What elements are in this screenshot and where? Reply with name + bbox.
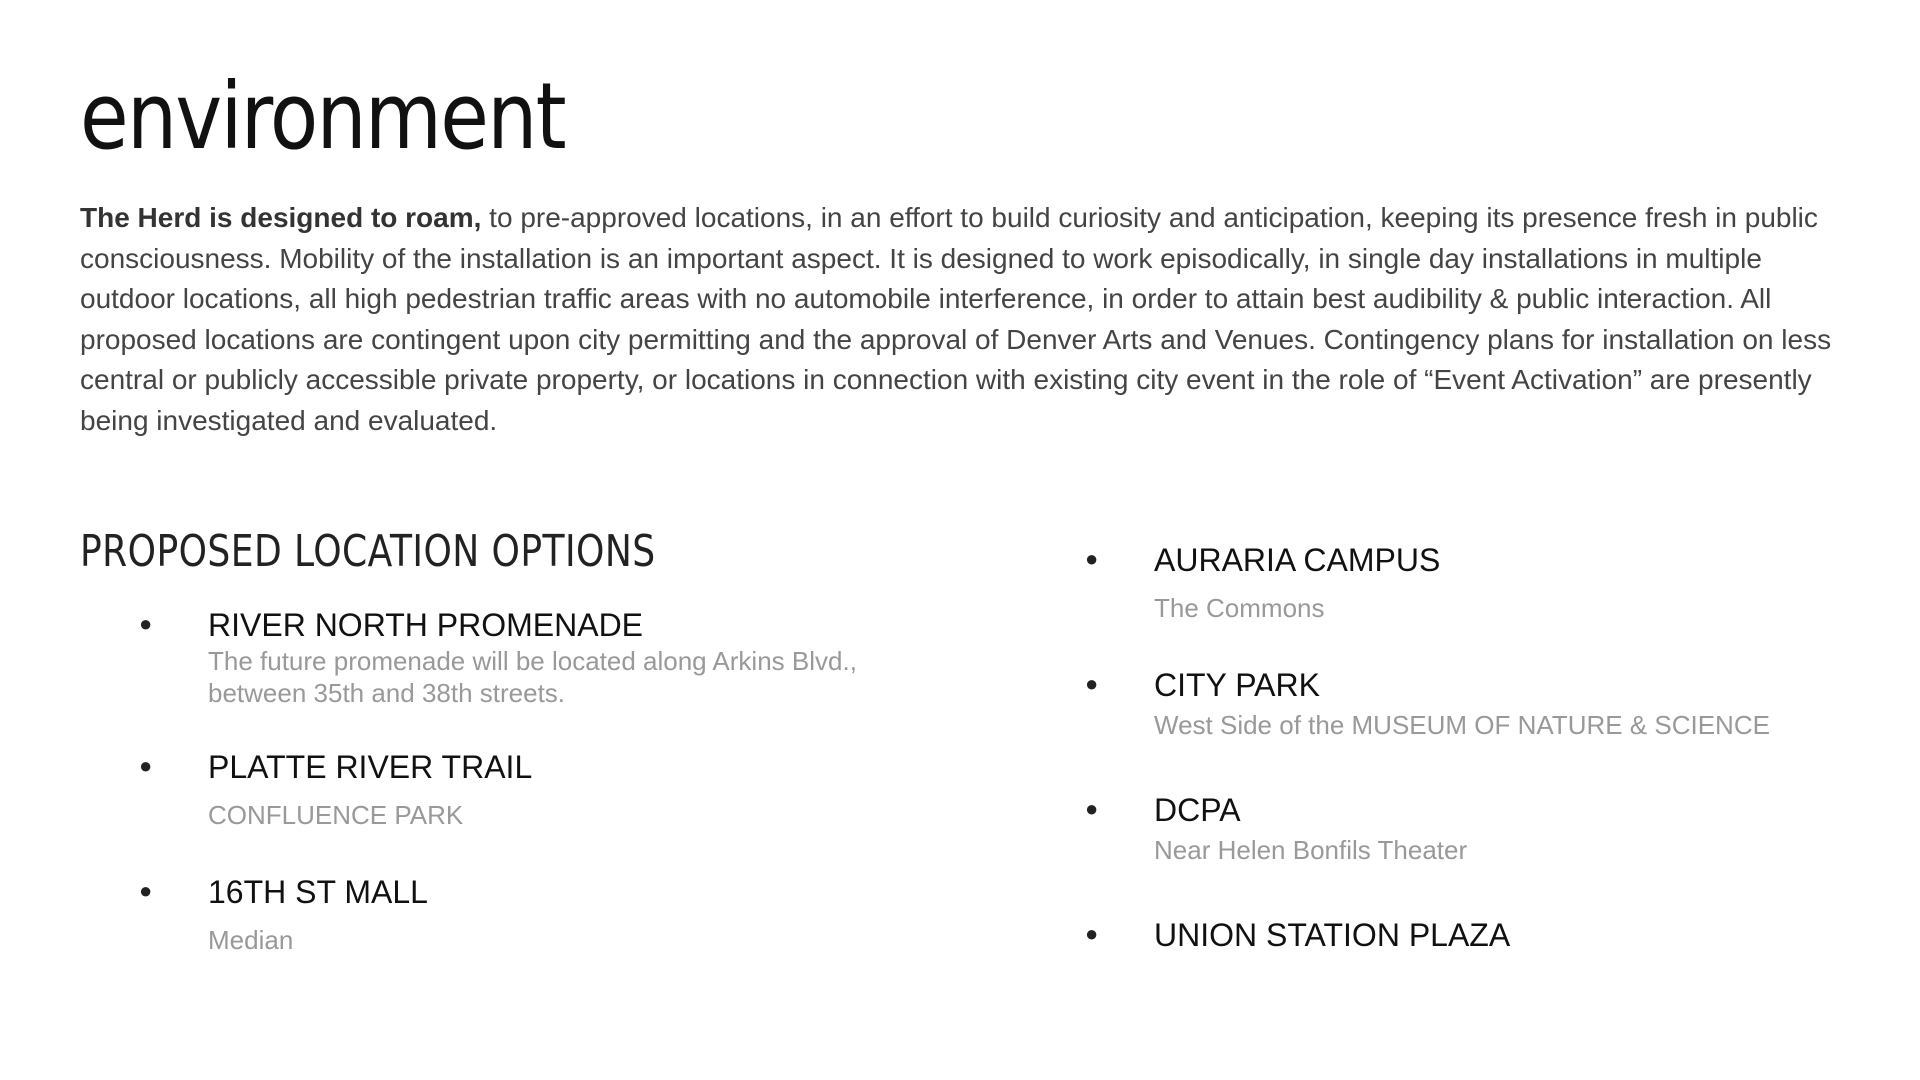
location-name: 16TH ST MALL — [208, 874, 428, 910]
bullet-icon: ● — [1085, 921, 1099, 946]
location-name: RIVER NORTH PROMENADE — [208, 607, 644, 643]
location-detail: Near Helen Bonfils Theater — [1154, 835, 1468, 865]
location-detail: between 35th and 38th streets. — [208, 678, 566, 708]
location-name: CITY PARK — [1154, 667, 1320, 703]
location-detail: West Side of the MUSEUM OF NATURE & SCIENCE — [1154, 710, 1770, 740]
location-name: AURARIA CAMPUS — [1154, 542, 1441, 578]
intro-body: to pre-approved locations, in an effort to build curiosity and anticipation, keeping its presence fresh in public consciousness. Mobility of the installation is an important aspect. It is designed to work episodically, in single day installations in multiple outdoor locations, all high pedestrian traffic areas with no automobile interference, in order to attain best audibility & public interaction. All proposed locations are contingent upon city permitting and the approval of Denver Arts and Venues. Contingency plans for installation on less central or publicly accessible private property, or locations in connection with existing city event in the role of “Event Activation” are presently being investigated and evaluated. — [80, 202, 1832, 436]
intro-paragraph — [80, 198, 1860, 441]
location-detail: The future promenade will be located along Arkins Blvd., — [208, 646, 857, 676]
bullet-icon: ● — [1085, 671, 1099, 696]
bullet-icon: ● — [139, 878, 153, 903]
bullet-icon: ● — [139, 753, 153, 778]
location-detail: Median — [208, 925, 294, 955]
location-name: DCPA — [1154, 792, 1241, 828]
bullet-icon: ● — [1085, 546, 1099, 571]
bullet-icon: ● — [1085, 796, 1099, 821]
section-heading: PROPOSED LOCATION OPTIONS — [80, 526, 656, 577]
bullet-icon: ● — [139, 611, 153, 636]
location-name: UNION STATION PLAZA — [1154, 917, 1511, 953]
location-detail: CONFLUENCE PARK — [208, 800, 464, 830]
location-name: PLATTE RIVER TRAIL — [208, 749, 533, 785]
intro-lead: The Herd is designed to roam, — [80, 202, 482, 233]
slide-title: environment — [80, 63, 565, 170]
location-detail: The Commons — [1154, 593, 1325, 623]
